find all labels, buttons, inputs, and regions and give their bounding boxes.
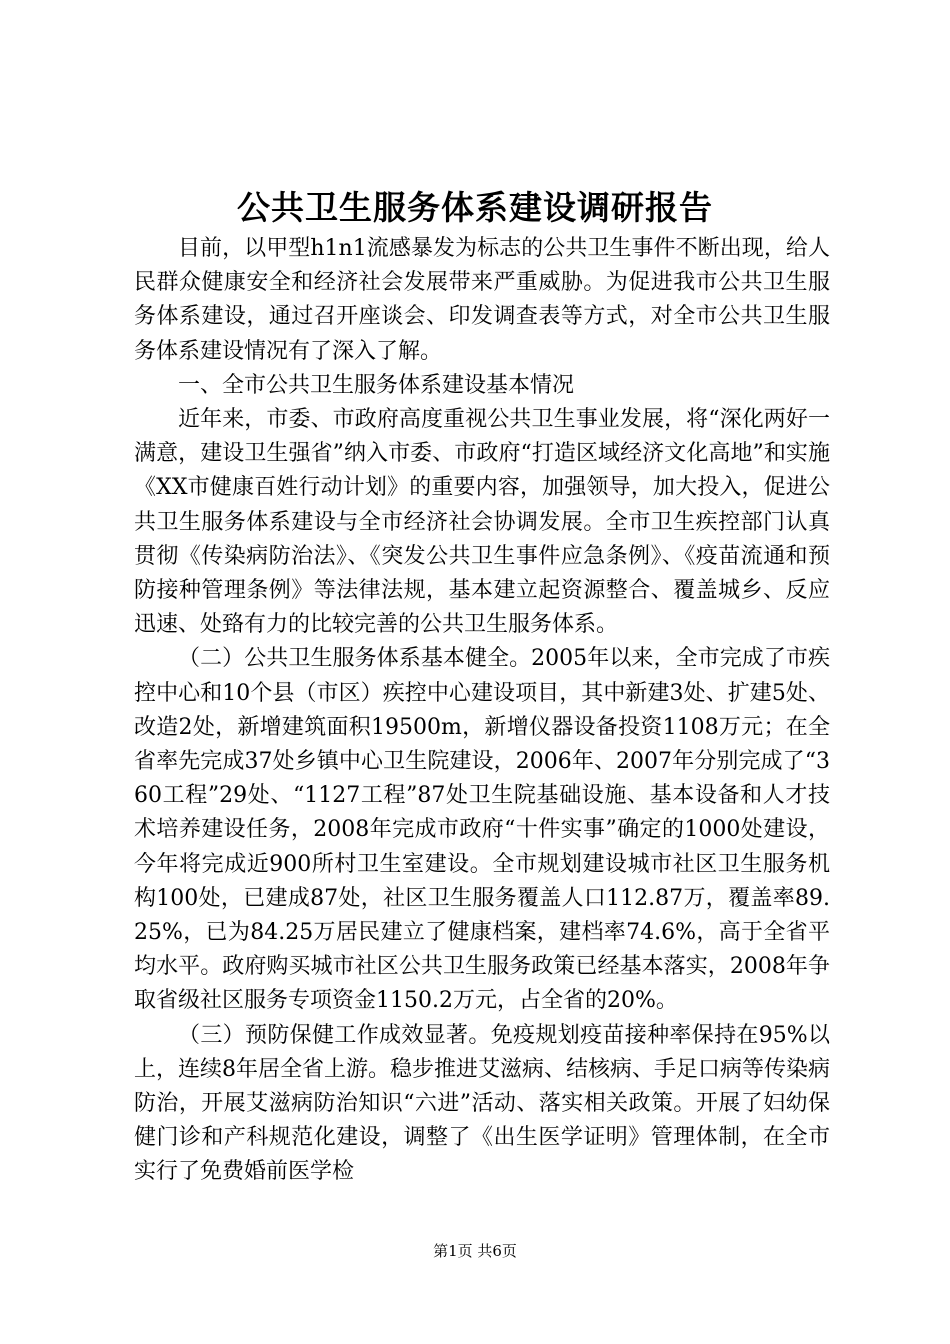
document-body (134, 232, 830, 1190)
paragraph-prevention-results: （三）预防保健工作成效显著。免疫规划疫苗接种率保持在95%以上，连续8年居全省上游。稳步推进艾滋病、结核病、手足口病等传染病防治，开展艾滋病防治知识“六进”活动、落实相关政策。开展了妇幼保健门诊和产科规范化建设，调整了《出生医学证明》管理体制，在全市实行了免费婚前医学检 (134, 1022, 830, 1185)
paragraph-intro: 目前，以甲型h1n1流感暴发为标志的公共卫生事件不断出现，给人民群众健康安全和经济社会发展带来严重威胁。为促进我市公共卫生服务体系建设，通过召开座谈会、印发调查表等方式，对全市公共卫生服务体系建设情况有了深入了解。 (134, 236, 830, 364)
document-title: 公共卫生服务体系建设调研报告 (237, 188, 713, 227)
page-number-footer: 第1页 共6页 (433, 1242, 517, 1260)
section-heading-basic-situation: 一、全市公共卫生服务体系建设基本情况 (178, 372, 575, 398)
paragraph-recent-years: 近年来，市委、市政府高度重视公共卫生事业发展，将“深化两好一满意，建设卫生强省”纳入市委、市政府“打造区域经济文化高地”和实施《XX市健康百姓行动计划》的重要内容，加强领导，加大投入，促进公共卫生服务体系建设与全市经济社会协调发展。全市卫生疾控部门认真贯彻《传染病防治法》、《突发公共卫生事件应急条例》、《疫苗流通和预防接种管理条例》等法律法规，基本建立起资源整合、覆盖城乡、反应迅速、处臵有力的比较完善的公共卫生服务体系。 (134, 407, 830, 638)
paragraph-system-sound: （二）公共卫生服务体系基本健全。2005年以来，全市完成了市疾控中心和10个县（市区）疾控中心建设项目，其中新建3处、扩建5处、改造2处，新增建筑面积19500m，新增仪器设备投资1108万元；在全省率先完成37处乡镇中心卫生院建设，2006年、2007年分别完成了“360工程”29处、“1127工程”87处卫生院基础设施、基本设备和人才技术培养建设任务，2008年完成市政府“十件实事”确定的1000处建设，今年将完成近900所村卫生室建设。全市规划建设城市社区卫生服务机构100处，已建成87处，社区卫生服务覆盖人口112.87万，覆盖率89.25%，已为84.25万居民建立了健康档案，建档率74.6%，高于全省平均水平。政府购买城市社区公共卫生服务政策已经基本落实，2008年争取省级社区服务专项资金1150.2万元，占全省的20%。 (134, 646, 830, 1014)
